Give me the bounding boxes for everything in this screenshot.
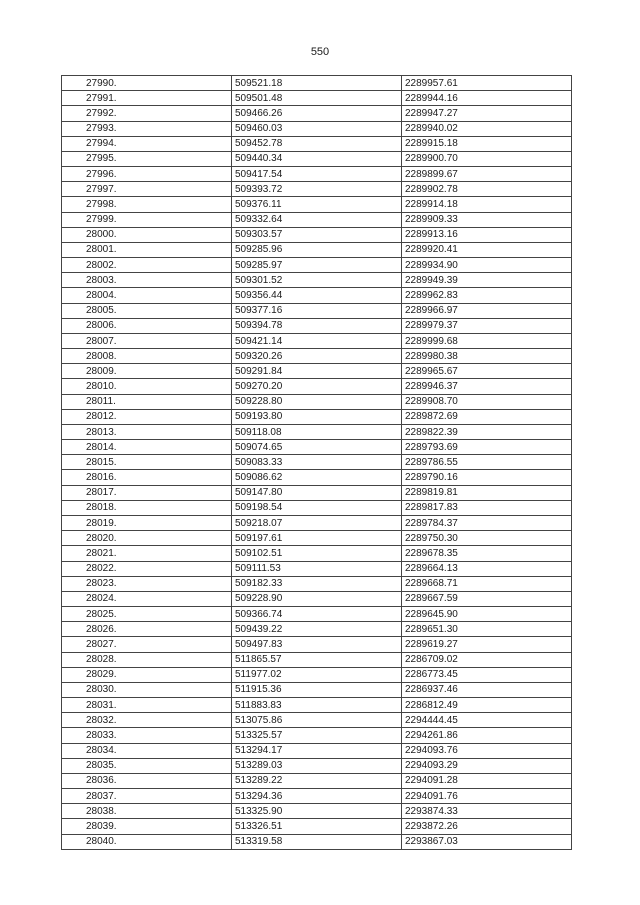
x-coordinate-cell: 509377.16: [232, 303, 402, 318]
table-row: [62, 531, 572, 546]
table-row: [62, 485, 572, 500]
table-row: [62, 394, 572, 409]
point-number-cell: 27996.: [62, 167, 232, 182]
y-coordinate-cell: 2293867.03: [402, 834, 572, 849]
x-coordinate-cell: 509118.08: [232, 424, 402, 439]
x-coordinate-cell: 509521.18: [232, 76, 402, 91]
y-coordinate-cell: 2289913.16: [402, 227, 572, 242]
x-coordinate-cell: 509332.64: [232, 212, 402, 227]
y-coordinate-cell: 2286812.49: [402, 698, 572, 713]
table-row: [62, 409, 572, 424]
point-number-cell: 28017.: [62, 485, 232, 500]
point-number-cell: 28023.: [62, 576, 232, 591]
table-row: [62, 333, 572, 348]
point-number-cell: 28009.: [62, 364, 232, 379]
x-coordinate-cell: 509147.80: [232, 485, 402, 500]
x-coordinate-cell: 509291.84: [232, 364, 402, 379]
y-coordinate-cell: 2289914.18: [402, 197, 572, 212]
point-number-cell: 28003.: [62, 273, 232, 288]
x-coordinate-cell: 511977.02: [232, 667, 402, 682]
y-coordinate-cell: 2293872.26: [402, 819, 572, 834]
point-number-cell: 28036.: [62, 773, 232, 788]
point-number-cell: 28013.: [62, 424, 232, 439]
table-row: [62, 698, 572, 713]
table-row: [62, 91, 572, 106]
y-coordinate-cell: 2289667.59: [402, 591, 572, 606]
table-row: [62, 546, 572, 561]
y-coordinate-cell: 2289678.35: [402, 546, 572, 561]
y-coordinate-cell: 2294444.45: [402, 713, 572, 728]
table-row: [62, 637, 572, 652]
y-coordinate-cell: 2286937.46: [402, 682, 572, 697]
table-row: [62, 151, 572, 166]
point-number-cell: 28027.: [62, 637, 232, 652]
table-row: [62, 273, 572, 288]
point-number-cell: 28040.: [62, 834, 232, 849]
x-coordinate-cell: 509182.33: [232, 576, 402, 591]
x-coordinate-cell: 509285.96: [232, 242, 402, 257]
point-number-cell: 28028.: [62, 652, 232, 667]
y-coordinate-cell: 2289979.37: [402, 318, 572, 333]
point-number-cell: 28014.: [62, 440, 232, 455]
point-number-cell: 28005.: [62, 303, 232, 318]
x-coordinate-cell: 509417.54: [232, 167, 402, 182]
x-coordinate-cell: 509376.11: [232, 197, 402, 212]
table-row: [62, 349, 572, 364]
point-number-cell: 28022.: [62, 561, 232, 576]
point-number-cell: 27994.: [62, 136, 232, 151]
table-row: [62, 773, 572, 788]
y-coordinate-cell: 2289819.81: [402, 485, 572, 500]
point-number-cell: 28012.: [62, 409, 232, 424]
x-coordinate-cell: 509320.26: [232, 349, 402, 364]
x-coordinate-cell: 511883.83: [232, 698, 402, 713]
x-coordinate-cell: 509301.52: [232, 273, 402, 288]
y-coordinate-cell: 2286709.02: [402, 652, 572, 667]
y-coordinate-cell: 2289872.69: [402, 409, 572, 424]
x-coordinate-cell: 509083.33: [232, 455, 402, 470]
table-row: [62, 819, 572, 834]
y-coordinate-cell: 2294261.86: [402, 728, 572, 743]
y-coordinate-cell: 2289920.41: [402, 242, 572, 257]
point-number-cell: 27997.: [62, 182, 232, 197]
x-coordinate-cell: 513294.36: [232, 789, 402, 804]
x-coordinate-cell: 509270.20: [232, 379, 402, 394]
point-number-cell: 28006.: [62, 318, 232, 333]
point-number-cell: 27992.: [62, 106, 232, 121]
x-coordinate-cell: 509452.78: [232, 136, 402, 151]
table-row: [62, 622, 572, 637]
y-coordinate-cell: 2286773.45: [402, 667, 572, 682]
x-coordinate-cell: 509285.97: [232, 258, 402, 273]
y-coordinate-cell: 2289949.39: [402, 273, 572, 288]
table-row: [62, 652, 572, 667]
coordinates-table: [61, 75, 572, 850]
point-number-cell: 28038.: [62, 804, 232, 819]
point-number-cell: 28000.: [62, 227, 232, 242]
table-row: [62, 212, 572, 227]
point-number-cell: 27990.: [62, 76, 232, 91]
x-coordinate-cell: 513289.03: [232, 758, 402, 773]
point-number-cell: 27998.: [62, 197, 232, 212]
x-coordinate-cell: 509218.07: [232, 515, 402, 530]
table-row: [62, 500, 572, 515]
x-coordinate-cell: 509111.53: [232, 561, 402, 576]
x-coordinate-cell: 509393.72: [232, 182, 402, 197]
point-number-cell: 28011.: [62, 394, 232, 409]
point-number-cell: 28037.: [62, 789, 232, 804]
table-row: [62, 197, 572, 212]
x-coordinate-cell: 509497.83: [232, 637, 402, 652]
y-coordinate-cell: 2289784.37: [402, 515, 572, 530]
y-coordinate-cell: 2289651.30: [402, 622, 572, 637]
point-number-cell: 28032.: [62, 713, 232, 728]
table-row: [62, 364, 572, 379]
x-coordinate-cell: 509440.34: [232, 151, 402, 166]
table-row: [62, 576, 572, 591]
y-coordinate-cell: 2289965.67: [402, 364, 572, 379]
y-coordinate-cell: 2289934.90: [402, 258, 572, 273]
point-number-cell: 28004.: [62, 288, 232, 303]
point-number-cell: 28001.: [62, 242, 232, 257]
table-row: [62, 804, 572, 819]
point-number-cell: 27995.: [62, 151, 232, 166]
point-number-cell: 28010.: [62, 379, 232, 394]
y-coordinate-cell: 2289980.38: [402, 349, 572, 364]
y-coordinate-cell: 2289645.90: [402, 607, 572, 622]
x-coordinate-cell: 509102.51: [232, 546, 402, 561]
point-number-cell: 28016.: [62, 470, 232, 485]
point-number-cell: 28021.: [62, 546, 232, 561]
x-coordinate-cell: 513325.90: [232, 804, 402, 819]
x-coordinate-cell: 509086.62: [232, 470, 402, 485]
x-coordinate-cell: 509198.54: [232, 500, 402, 515]
y-coordinate-cell: 2289750.30: [402, 531, 572, 546]
table-row: [62, 667, 572, 682]
y-coordinate-cell: 2289909.33: [402, 212, 572, 227]
y-coordinate-cell: 2289940.02: [402, 121, 572, 136]
y-coordinate-cell: 2289619.27: [402, 637, 572, 652]
table-row: [62, 227, 572, 242]
table-row: [62, 182, 572, 197]
y-coordinate-cell: 2289899.67: [402, 167, 572, 182]
table-row: [62, 682, 572, 697]
x-coordinate-cell: 509439.22: [232, 622, 402, 637]
table-row: [62, 743, 572, 758]
y-coordinate-cell: 2294093.76: [402, 743, 572, 758]
table-row: [62, 789, 572, 804]
y-coordinate-cell: 2289664.13: [402, 561, 572, 576]
point-number-cell: 28033.: [62, 728, 232, 743]
x-coordinate-cell: 509074.65: [232, 440, 402, 455]
x-coordinate-cell: 509228.90: [232, 591, 402, 606]
y-coordinate-cell: 2289999.68: [402, 333, 572, 348]
y-coordinate-cell: 2289944.16: [402, 91, 572, 106]
x-coordinate-cell: 509501.48: [232, 91, 402, 106]
x-coordinate-cell: 511865.57: [232, 652, 402, 667]
y-coordinate-cell: 2289908.70: [402, 394, 572, 409]
table-row: [62, 728, 572, 743]
x-coordinate-cell: 513326.51: [232, 819, 402, 834]
table-row: [62, 379, 572, 394]
table-row: [62, 167, 572, 182]
point-number-cell: 28026.: [62, 622, 232, 637]
y-coordinate-cell: 2289957.61: [402, 76, 572, 91]
x-coordinate-cell: 513319.58: [232, 834, 402, 849]
y-coordinate-cell: 2289817.83: [402, 500, 572, 515]
table-row: [62, 440, 572, 455]
y-coordinate-cell: 2294091.76: [402, 789, 572, 804]
table-row: [62, 288, 572, 303]
point-number-cell: 28015.: [62, 455, 232, 470]
point-number-cell: 27999.: [62, 212, 232, 227]
table-row: [62, 242, 572, 257]
point-number-cell: 28039.: [62, 819, 232, 834]
x-coordinate-cell: 509197.61: [232, 531, 402, 546]
table-row: [62, 591, 572, 606]
point-number-cell: 28002.: [62, 258, 232, 273]
point-number-cell: 28018.: [62, 500, 232, 515]
y-coordinate-cell: 2289790.16: [402, 470, 572, 485]
x-coordinate-cell: 511915.36: [232, 682, 402, 697]
table-row: [62, 318, 572, 333]
x-coordinate-cell: 513294.17: [232, 743, 402, 758]
point-number-cell: 28008.: [62, 349, 232, 364]
x-coordinate-cell: 509466.26: [232, 106, 402, 121]
y-coordinate-cell: 2289900.70: [402, 151, 572, 166]
y-coordinate-cell: 2289962.83: [402, 288, 572, 303]
x-coordinate-cell: 509303.57: [232, 227, 402, 242]
point-number-cell: 28024.: [62, 591, 232, 606]
point-number-cell: 28034.: [62, 743, 232, 758]
y-coordinate-cell: 2289793.69: [402, 440, 572, 455]
x-coordinate-cell: 509228.80: [232, 394, 402, 409]
table-row: [62, 561, 572, 576]
point-number-cell: 28031.: [62, 698, 232, 713]
table-row: [62, 424, 572, 439]
y-coordinate-cell: 2293874.33: [402, 804, 572, 819]
table-row: [62, 136, 572, 151]
point-number-cell: 27991.: [62, 91, 232, 106]
table-row: [62, 106, 572, 121]
table-row: [62, 121, 572, 136]
point-number-cell: 28007.: [62, 333, 232, 348]
table-row: [62, 76, 572, 91]
x-coordinate-cell: 513289.22: [232, 773, 402, 788]
y-coordinate-cell: 2289947.27: [402, 106, 572, 121]
x-coordinate-cell: 509356.44: [232, 288, 402, 303]
point-number-cell: 28020.: [62, 531, 232, 546]
table-row: [62, 713, 572, 728]
x-coordinate-cell: 513325.57: [232, 728, 402, 743]
y-coordinate-cell: 2289902.78: [402, 182, 572, 197]
table-row: [62, 515, 572, 530]
table-row: [62, 455, 572, 470]
y-coordinate-cell: 2294093.29: [402, 758, 572, 773]
y-coordinate-cell: 2289668.71: [402, 576, 572, 591]
y-coordinate-cell: 2289786.55: [402, 455, 572, 470]
table-row: [62, 607, 572, 622]
table-row: [62, 834, 572, 849]
x-coordinate-cell: 509193.80: [232, 409, 402, 424]
point-number-cell: 27993.: [62, 121, 232, 136]
page-number: 550: [310, 46, 330, 58]
x-coordinate-cell: 509460.03: [232, 121, 402, 136]
y-coordinate-cell: 2289822.39: [402, 424, 572, 439]
point-number-cell: 28019.: [62, 515, 232, 530]
table-row: [62, 470, 572, 485]
point-number-cell: 28030.: [62, 682, 232, 697]
y-coordinate-cell: 2289915.18: [402, 136, 572, 151]
y-coordinate-cell: 2289946.37: [402, 379, 572, 394]
x-coordinate-cell: 513075.86: [232, 713, 402, 728]
point-number-cell: 28029.: [62, 667, 232, 682]
x-coordinate-cell: 509366.74: [232, 607, 402, 622]
x-coordinate-cell: 509394.78: [232, 318, 402, 333]
point-number-cell: 28025.: [62, 607, 232, 622]
point-number-cell: 28035.: [62, 758, 232, 773]
table-row: [62, 303, 572, 318]
y-coordinate-cell: 2294091.28: [402, 773, 572, 788]
table-row: [62, 258, 572, 273]
coordinates-table-body: [62, 76, 572, 850]
x-coordinate-cell: 509421.14: [232, 333, 402, 348]
y-coordinate-cell: 2289966.97: [402, 303, 572, 318]
table-row: [62, 758, 572, 773]
